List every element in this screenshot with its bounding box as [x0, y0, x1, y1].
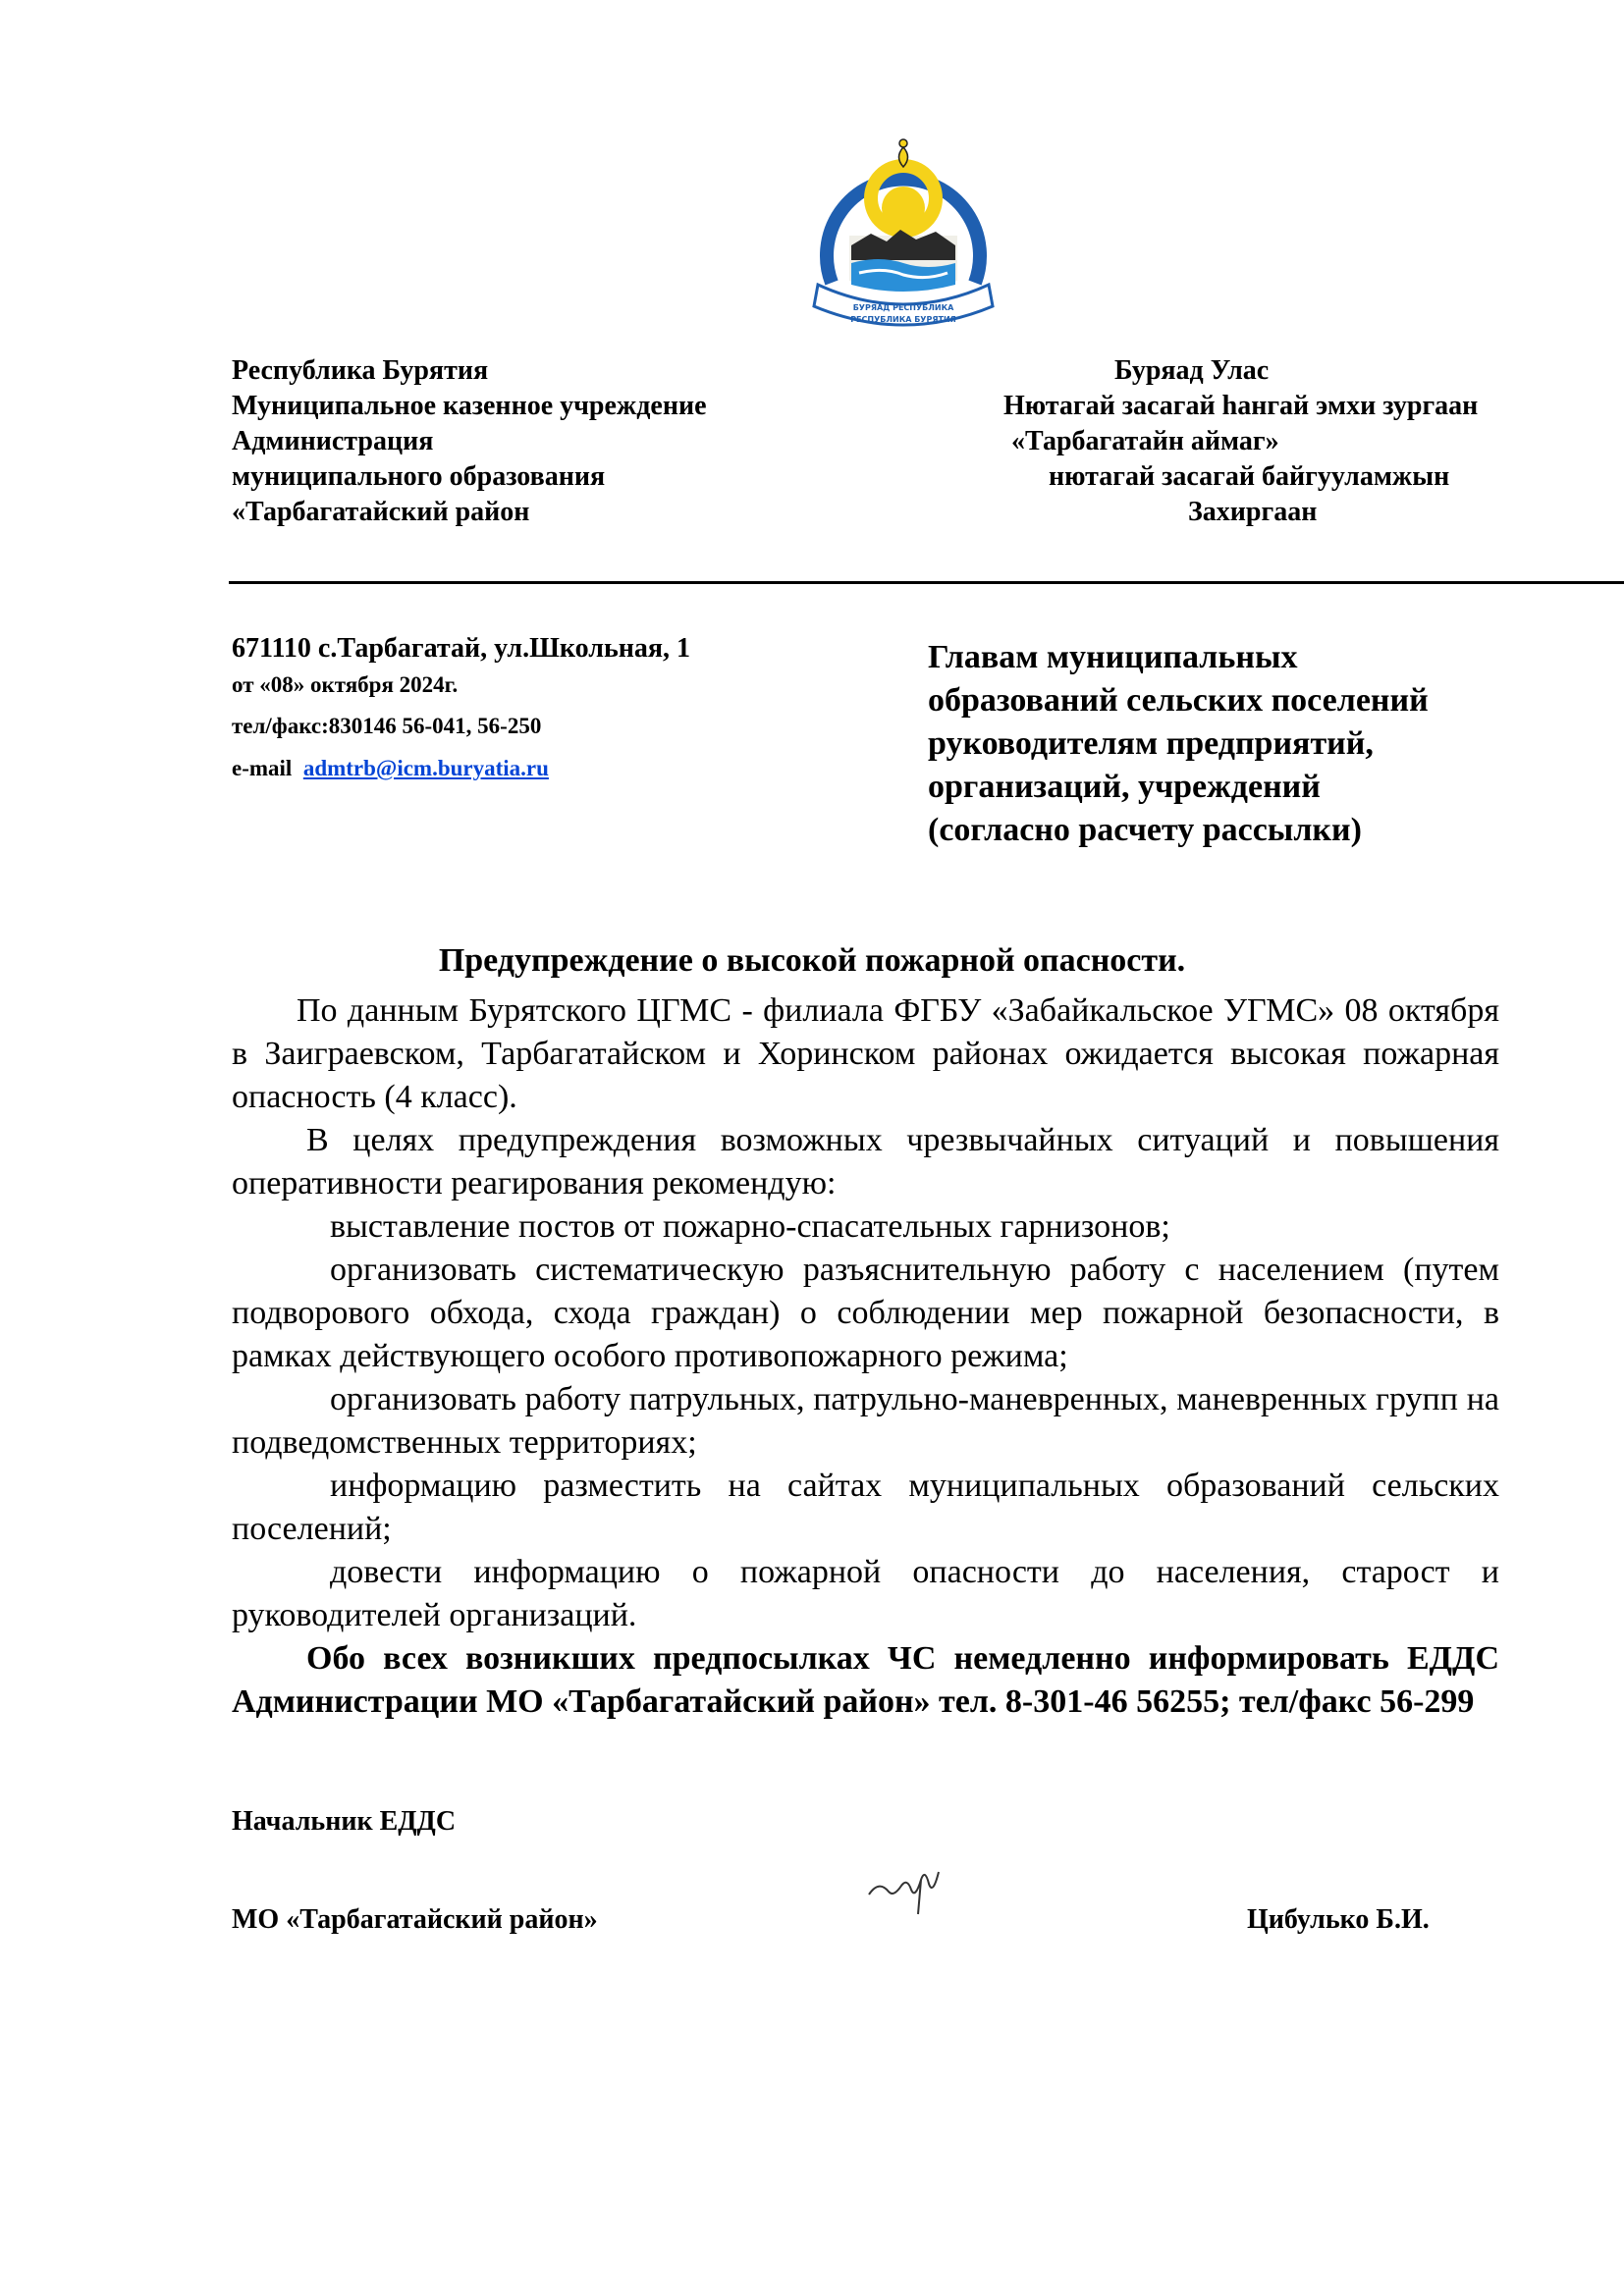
header-left-line-5: «Тарбагатайский район [232, 497, 530, 527]
list-item-publish-info: информацию разместить на сайтах муниципальных образований сельских поселений; [232, 1468, 1499, 1547]
address-line: 671110 с.Тарбагатай, ул.Школьная, 1 [232, 633, 691, 664]
emblem-logo [810, 137, 997, 363]
recipients-block [928, 636, 1537, 852]
email-link[interactable]: admtrb@icm.buryatia.ru [302, 756, 549, 780]
emblem-ribbon-text-top: БУРЯАД РЕСПУБЛИКА [852, 303, 954, 312]
recipient-line: образований сельских поселений [928, 682, 1429, 719]
header-left-line-3: Администрация [232, 426, 434, 456]
signatory-position: Начальник ЕДДС [232, 1806, 457, 1837]
header-left-line-1: Республика Бурятия [232, 355, 489, 386]
paragraph-forecast: По данным Бурятского ЦГМС - филиала ФГБУ «Забайкальское УГМС» 08 октября в Заиграевском, Тарбагатайском и Хоринском районах ожидается высокая пожарная опасность (4 класс). [232, 992, 1499, 1115]
header-right-line-2: Нютагай засагай hангай эмхи зургаан [1003, 391, 1479, 421]
recipient-line: (согласно расчету рассылки) [928, 812, 1362, 848]
header-left-line-2: Муниципальное казенное учреждение [232, 391, 707, 421]
list-item-inform-population: довести информацию о пожарной опасности до населения, старост и руководителей организаций. [232, 1554, 1499, 1633]
header-right-line-1: Буряад Улас [1114, 355, 1270, 386]
header-right-line-3: «Тарбагатайн аймаг» [1011, 426, 1279, 456]
header-divider [229, 581, 1624, 584]
notice-report-emergencies: Обо всех возникших предпосылках ЧС немедленно информировать ЕДДС Администрации МО «Тарбагатайский район» тел. 8-301-46 56255; тел/факс 56-299 [232, 1640, 1499, 1720]
header-right-line-5: Захиргаан [1188, 497, 1318, 527]
signatory-organization: МО «Тарбагатайский район» [232, 1904, 598, 1935]
recipient-line: организаций, учреждений [928, 769, 1321, 805]
signatory-name: Цибулько Б.И. [1247, 1904, 1430, 1935]
date-line: от «08» октября 2024г. [232, 672, 459, 697]
paragraph-purpose: В целях предупреждения возможных чрезвычайных ситуаций и повышения оперативности реагирования рекомендую: [232, 1122, 1499, 1201]
list-item-explanatory-work: организовать систематическую разъяснительную работу с населением (путем подворового обхода, схода граждан) о соблюдении мер пожарной безопасности, в рамках действующего особого противопожарного режима; [232, 1252, 1499, 1374]
handwritten-signature [864, 1850, 952, 1919]
header-left-line-4: муниципального образования [232, 461, 606, 492]
phone-line: тел/факс:830146 56-041, 56-250 [232, 714, 542, 738]
header-right-line-4: нютагай засагай байгууламжын [1049, 461, 1450, 492]
list-item-patrol-groups: организовать работу патрульных, патрульно-маневренных, маневренных групп на подведомственных территориях; [232, 1381, 1499, 1461]
document-title: Предупреждение о высокой пожарной опасности. [438, 942, 1186, 979]
recipient-line: Главам муниципальных [928, 639, 1298, 675]
email-label: e-mail [232, 756, 293, 780]
email-line [232, 756, 549, 781]
list-item-posts: выставление постов от пожарно-спасательных гарнизонов; [330, 1208, 1170, 1245]
emblem-ribbon-text-bottom: РЕСПУБЛИКА БУРЯТИЯ [850, 315, 956, 324]
recipient-line: руководителям предприятий, [928, 725, 1374, 762]
